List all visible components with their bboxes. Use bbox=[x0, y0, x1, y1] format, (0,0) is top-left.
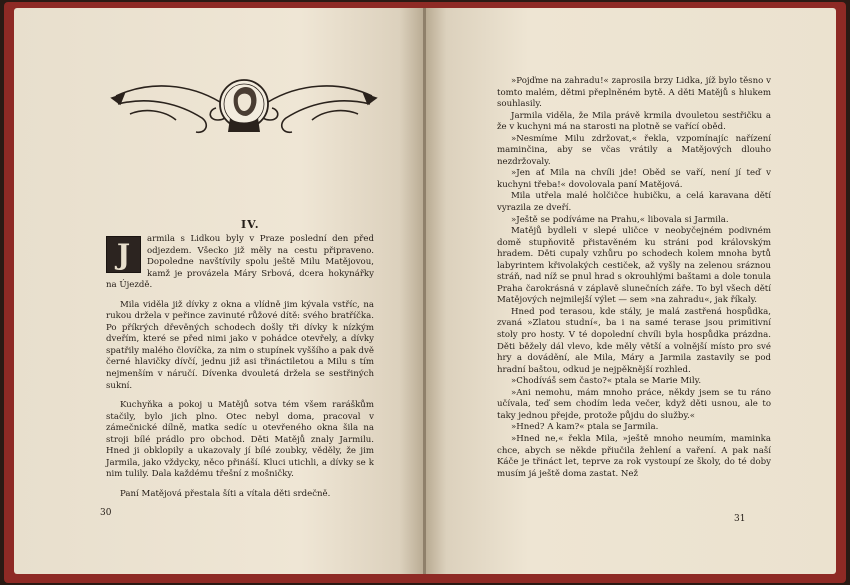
left-page bbox=[14, 8, 424, 574]
paragraph: »Jen ať Mila na chvíli jde! Oběd se vaří, není jí teď v kuchyni třeba!« dovolovala paní Matějová. bbox=[497, 168, 771, 190]
paragraph: »Ani nemohu, mám mnoho práce, někdy jsem se tu ráno učívala, teď sem chodím leda večer, když děti usnou, ale to taky jednou přejde, protože půjdu do služby.« bbox=[497, 387, 771, 421]
right-text-block bbox=[497, 76, 771, 480]
paragraph-text: armila s Lidkou byly v Praze poslední den před odjezdem. Všecko již měly na cestu připraveno. Dopoledne navštívily spolu ještě Milu Matějovou, kamž je provázela Máry Srbová, dcera hokynářky na Újezdě. bbox=[106, 234, 374, 291]
art-nouveau-ornament-icon bbox=[110, 74, 378, 140]
paragraph: Mila utřela malé holčičce hubičku, a celá karavana dětí vyrazila ze dveří. bbox=[497, 191, 771, 214]
page-number: 31 bbox=[734, 514, 746, 524]
paragraph: »Pojďme na zahradu!« zaprosila brzy Lidka, jíž bylo těsno v tomto malém, dětmi přeplněném bytě. A děti Matějů s hlukem souhlasily. bbox=[497, 76, 771, 110]
right-page bbox=[426, 8, 836, 574]
paragraph: Jarmila viděla, že Mila právě krmila dvouletou sestřičku a že v kuchyni má na starosti na plotně se vařící oběd. bbox=[497, 110, 771, 133]
paragraph: Hned pod terasou, kde stály, je malá zastřená hospůdka, zvaná »Zlatou studní«, ba i na samé terase jsou primitivní stoly pro hosty. V té dopolední chvíli byla hospůdka prázdna. Děti běžely dál vlevo, kde měly větší a volnější místo pro své hry a dovádění, ale Mila, Máry a Jarmila zastavily se pod hradní baštou, odkud je nejpěknější rozhled. bbox=[497, 306, 771, 375]
paragraph: Paní Matějová přestala šíti a vítala děti srdečně. bbox=[120, 488, 331, 499]
paragraph bbox=[106, 234, 374, 292]
paragraph: »Hned? A kam?« ptala se Jarmila. bbox=[511, 422, 659, 433]
paragraph: Mila viděla již dívky z okna a vlídně jim kývala vstříc, na rukou držela v peřince zavinuté růžové dítě: svého bratříčka. Po příkrých dřevěných schodech došly tři dívky k nízkým dveřím, které se před nimi jako v pohádce otevřely, a dívky spatřily malého človíčka, za nim o stupínek vyššího a pak dvě černé hlavičky dívčí, jednu již asi třináctiletou a Milu s tím nejmenším v náručí. Dívenka dvouletá držela se sestřiných sukní. bbox=[106, 299, 374, 391]
paragraph: Matějů bydleli v slepé uličce v neobyčejném podivném domě stupňovitě přistavěném ku stráni pod královským hradem. Děti cupaly vzhůru po schodech kolem mnoha bytů labyrintem křivolakých cestiček, až vyšly na zelenou sráznou stráň, nad níž se pnul hrad s okrouhlými baštami a dole tonula Praha čarokrásná v záplavě slunečních záře. To byl všech dětí Matějových nejmilejší výlet — sem »na zahradu«, jak říkaly. bbox=[497, 226, 771, 306]
page-number: 30 bbox=[100, 508, 112, 518]
chapter-heading: IV. bbox=[241, 218, 260, 231]
left-text-block bbox=[106, 234, 374, 500]
paragraph: »Chodíváš sem často?« ptala se Marie Mily. bbox=[511, 376, 702, 387]
paragraph: Kuchyňka a pokoj u Matějů sotva tém všem raráškům stačily, bylo jich plno. Otec nebyl doma, pracoval v zámečnické dílně, matka sedíc u otevřeného okna šila na stroji bílé prádlo pro obchod. Děti Matějů znaly Jarmilu. Hned ji obklopily a ukazovaly jí bílé zoubky, věděly, že jim Jarmila, jako vždycky, něco přináší. Kluci utichli, a dívky se k nim tulily. Dala každému třešní z mošničky. bbox=[106, 400, 374, 480]
dropcap-letter: J bbox=[106, 236, 141, 273]
paragraph: »Nesmíme Milu zdržovat,« řekla, vzpomínajíc nařízení maminčina, aby se včas vrátily a Matějových dlouho nezdržovaly. bbox=[497, 133, 771, 167]
paragraph: »Hned ne,« řekla Mila, »ještě mnoho neumím, maminka chce, abych se někde přiučila žehlení a vaření. A pak naší Káče je třináct let, teprve za rok vystoupí ze školy, do té doby musím já ještě doma zastat. Než bbox=[497, 433, 771, 479]
paragraph: »Ještě se podíváme na Prahu,« libovala si Jarmila. bbox=[511, 214, 729, 225]
